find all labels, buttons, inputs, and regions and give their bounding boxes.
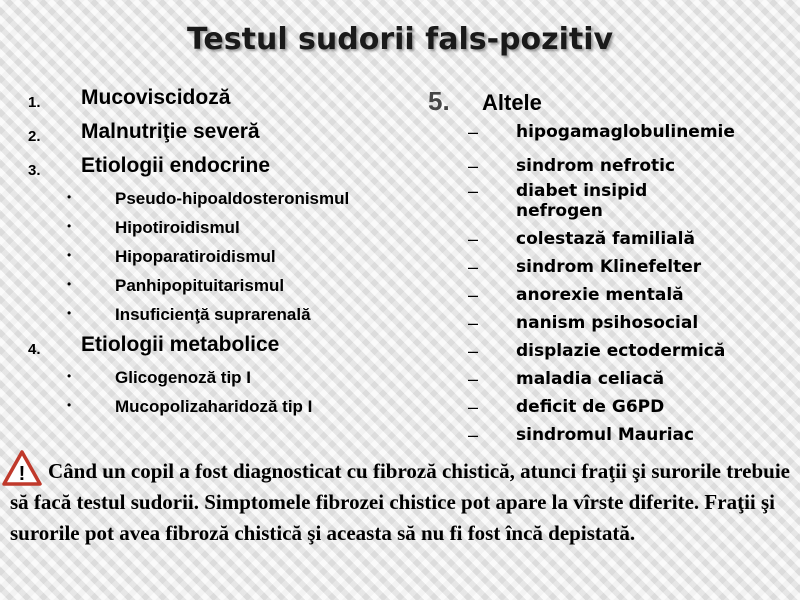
sub-item-pseudohipoaldosteronism bbox=[28, 188, 408, 209]
item-number: 2. bbox=[28, 128, 41, 145]
item-number: 1. bbox=[28, 94, 41, 111]
bullet-icon: • bbox=[67, 190, 72, 204]
list-item bbox=[468, 341, 788, 361]
sub-item-label: Insuficienţă suprarenală bbox=[115, 305, 311, 324]
list-item bbox=[468, 313, 788, 333]
altele-list bbox=[468, 122, 788, 450]
bullet-icon: • bbox=[67, 219, 72, 233]
item-label: Etiologii endocrine bbox=[81, 154, 271, 177]
list-item bbox=[468, 156, 788, 176]
bullet-icon: • bbox=[67, 248, 72, 262]
bullet-icon: • bbox=[67, 306, 72, 320]
list-item bbox=[468, 122, 788, 142]
list-item-endocrine bbox=[28, 154, 408, 188]
list-item-label: nanism psihosocial bbox=[516, 313, 699, 333]
item-label: Altele bbox=[482, 90, 542, 115]
list-item-metabolice bbox=[28, 333, 408, 367]
sub-item-insuficienta-suprarenala bbox=[28, 304, 408, 325]
item-label: Malnutriţie severă bbox=[81, 120, 260, 143]
list-item-label: deficit de G6PD bbox=[516, 397, 665, 417]
sub-item-label: Hipotiroidismul bbox=[115, 218, 240, 237]
list-item bbox=[468, 181, 788, 221]
dash-icon: – bbox=[468, 122, 479, 142]
warning-glyph: ! bbox=[18, 463, 26, 485]
dash-icon: – bbox=[468, 285, 479, 305]
sub-item-hipotiroidism bbox=[28, 217, 408, 238]
item-number: 5. bbox=[428, 86, 450, 116]
list-item bbox=[468, 425, 788, 445]
sub-item-mucopolizaharidoza bbox=[28, 396, 408, 417]
list-item-label: sindromul Mauriac bbox=[516, 425, 695, 445]
dash-icon: – bbox=[468, 257, 479, 277]
dash-icon: – bbox=[468, 397, 479, 417]
sub-item-glicogenoza bbox=[28, 367, 408, 388]
list-item bbox=[468, 285, 788, 305]
list-item-label: sindrom nefrotic bbox=[516, 156, 676, 176]
sub-item-panhipopituitarism bbox=[28, 275, 408, 296]
dash-icon: – bbox=[468, 369, 479, 389]
list-item-mucoviscidoza bbox=[28, 86, 408, 120]
sub-item-label: Panhipopituitarismul bbox=[115, 276, 285, 295]
sub-item-label: Pseudo-hipoaldosteronismul bbox=[115, 189, 350, 208]
list-item bbox=[468, 369, 788, 389]
sub-item-label: Glicogenoză tip I bbox=[115, 368, 252, 387]
list-item bbox=[468, 397, 788, 417]
list-item-label: displazie ectodermică bbox=[516, 341, 726, 361]
item-number: 4. bbox=[28, 341, 41, 358]
dash-icon: – bbox=[468, 229, 479, 249]
list-item-malnutritie bbox=[28, 120, 408, 154]
list-item-label: anorexie mentală bbox=[516, 285, 684, 305]
bullet-icon: • bbox=[67, 398, 72, 412]
note-paragraph: Când un copil a fost diagnosticat cu fibroză chistică, atunci fraţii şi surorile trebuie să facă testul sudorii. Simptomele fibrozei chistice pot apare la vîrste diferite. Fraţii şi surorile pot avea fibroză chistică şi aceasta să nu fi fost încă depistată. bbox=[10, 459, 791, 545]
sub-item-hipoparatiroidism bbox=[28, 246, 408, 267]
sub-item-label: Mucopolizaharidoză tip I bbox=[115, 397, 313, 416]
item-label: Mucoviscidoză bbox=[81, 86, 231, 109]
list-item-label: hipogamaglobulinemie bbox=[516, 122, 735, 142]
dash-icon: – bbox=[468, 313, 479, 333]
list-item bbox=[468, 229, 788, 249]
item-number: 3. bbox=[28, 162, 41, 179]
list-item-label: colestază familială bbox=[516, 229, 695, 249]
list-item-label: maladia celiacă bbox=[516, 369, 665, 389]
sub-item-label: Hipoparatiroidismul bbox=[115, 247, 276, 266]
page-title: Testul sudorii fals-pozitiv bbox=[186, 22, 614, 57]
dash-icon: – bbox=[468, 156, 479, 176]
dash-icon: – bbox=[468, 341, 479, 361]
list-item-label: diabet insipid nefrogen bbox=[516, 181, 648, 221]
list-item-label: sindrom Klinefelter bbox=[516, 257, 702, 277]
left-list bbox=[28, 86, 408, 425]
item-label: Etiologii metabolice bbox=[81, 333, 280, 356]
bullet-icon: • bbox=[67, 369, 72, 383]
list-item bbox=[468, 257, 788, 277]
bullet-icon: • bbox=[67, 277, 72, 291]
dash-icon: – bbox=[468, 181, 479, 201]
dash-icon: – bbox=[468, 425, 479, 445]
